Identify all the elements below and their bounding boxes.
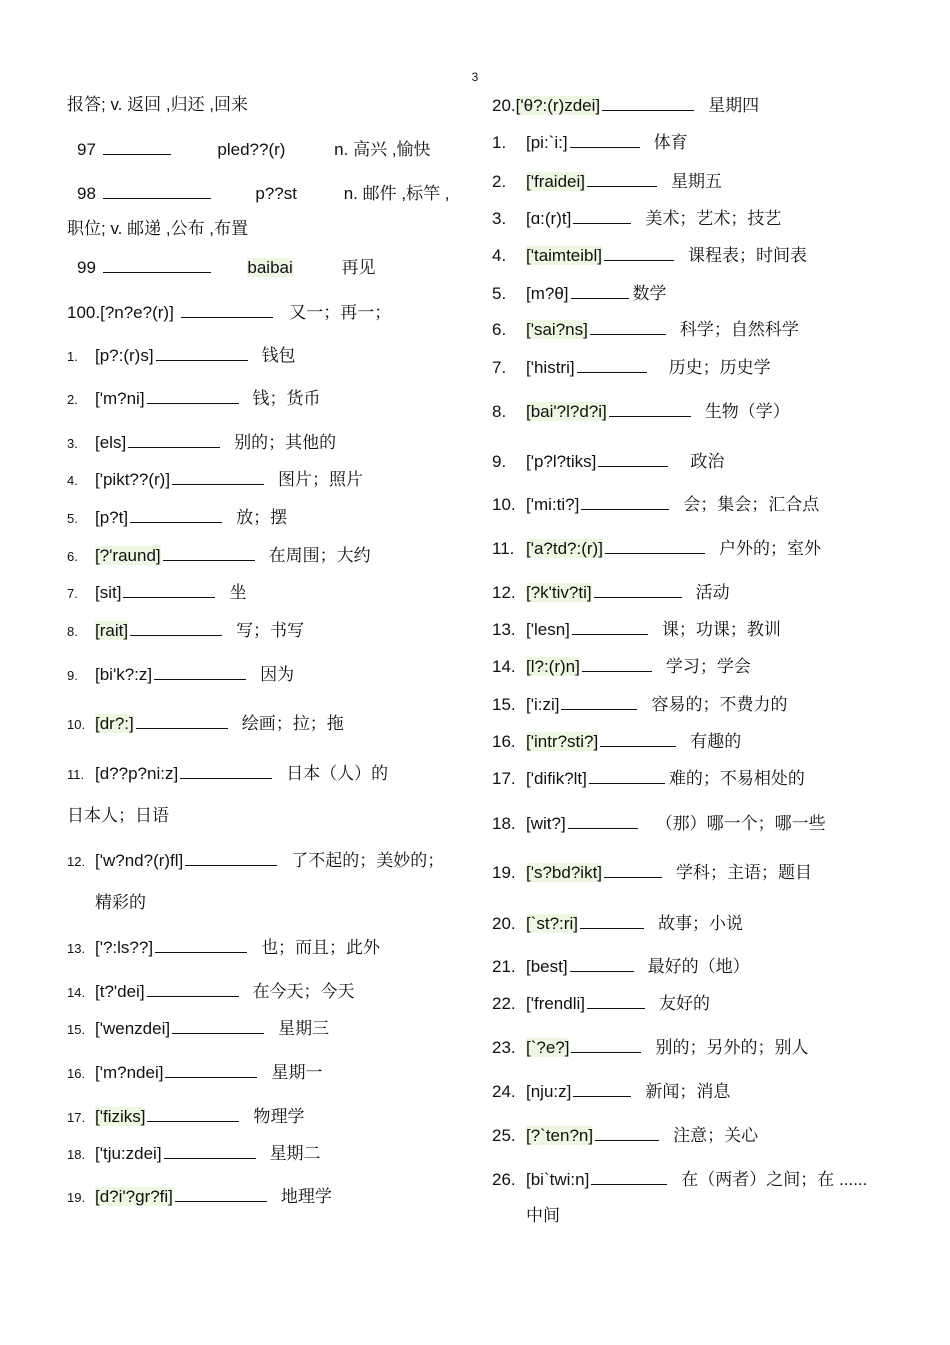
answer-blank[interactable]	[602, 96, 694, 111]
answer-blank[interactable]	[165, 1063, 257, 1078]
answer-blank[interactable]	[589, 769, 665, 784]
right-item-21: 21. [best] 最好的（地）	[492, 957, 750, 976]
right-item-14: 14. [l?:(r)n] 学习；学会	[492, 657, 751, 676]
answer-blank[interactable]	[572, 620, 648, 635]
answer-blank[interactable]	[180, 764, 272, 779]
answer-blank[interactable]	[154, 665, 246, 680]
answer-blank[interactable]	[103, 258, 211, 273]
left-item-2: 2. ['m?ni] 钱；货币	[67, 389, 321, 408]
answer-blank[interactable]	[147, 389, 239, 404]
answer-blank[interactable]	[605, 539, 705, 554]
right-item-2: 2. ['fraidei] 星期五	[492, 172, 722, 191]
answer-blank[interactable]	[147, 982, 239, 997]
answer-blank[interactable]	[181, 303, 273, 318]
left-item-6: 6. [?'raund] 在周围；大约	[67, 546, 371, 565]
right-item-26-cont: 中间	[526, 1206, 560, 1225]
right-item-7: 7. ['histri] 历史；历史学	[492, 358, 771, 377]
answer-blank[interactable]	[155, 938, 247, 953]
answer-blank[interactable]	[573, 1082, 631, 1097]
answer-blank[interactable]	[163, 546, 255, 561]
intro-line: 报答; v. 返回 ,归还 ,回来	[67, 95, 249, 114]
left-item-17: 17. ['fiziks] 物理学	[67, 1107, 305, 1126]
right-item-6: 6. ['sai?ns] 科学；自然科学	[492, 320, 799, 339]
right-item-8: 8. [bai'?l?d?i] 生物（学）	[492, 402, 790, 421]
left-item-12: 12. ['w?nd?(r)fl] 了不起的；美妙的；	[67, 851, 445, 870]
right-item-3: 3. [ɑ:(r)t] 美术；艺术；技艺	[492, 209, 782, 228]
answer-blank[interactable]	[571, 284, 629, 299]
entry-99: 99 baibai 再见	[77, 258, 376, 277]
entry-98: 98 p??st n. 邮件 ,标竿 ,	[77, 184, 450, 203]
answer-blank[interactable]	[172, 470, 264, 485]
answer-blank[interactable]	[571, 1038, 641, 1053]
right-item-16: 16. ['intr?sti?] 有趣的	[492, 732, 742, 751]
right-item-1: 1. [pi:`i:] 体育	[492, 133, 688, 152]
right-item-11: 11. ['a?td?:(r)] 户外的；室外	[492, 539, 821, 558]
left-item-19: 19. [d?i'?gr?fi] 地理学	[67, 1187, 332, 1206]
answer-blank[interactable]	[123, 583, 215, 598]
right-item-17: 17. ['difik?lt] 难的；不易相处的	[492, 769, 805, 788]
left-item-9: 9. [bi'k?:z] 因为	[67, 665, 295, 684]
left-item-16: 16. ['m?ndei] 星期一	[67, 1063, 323, 1082]
left-item-11-cont: 日本人；日语	[67, 806, 169, 825]
answer-blank[interactable]	[136, 714, 228, 729]
answer-blank[interactable]	[185, 851, 277, 866]
answer-blank[interactable]	[587, 994, 645, 1009]
left-item-4: 4. ['pikt??(r)] 图片；照片	[67, 470, 364, 489]
answer-blank[interactable]	[604, 246, 674, 261]
left-item-18: 18. ['tju:zdei] 星期二	[67, 1144, 321, 1163]
answer-blank[interactable]	[600, 732, 676, 747]
right-item-9: 9. ['p?l?tiks] 政治	[492, 452, 725, 471]
answer-blank[interactable]	[594, 583, 682, 598]
left-item-14: 14. [t?'dei] 在今天；今天	[67, 982, 355, 1001]
right-item-20: 20. [`st?:ri] 故事；小说	[492, 914, 743, 933]
left-item-7: 7. [sit] 坐	[67, 583, 247, 602]
left-item-8: 8. [rait] 写；书写	[67, 621, 305, 640]
right-item-10: 10. ['mi:ti?] 会；集会；汇合点	[492, 495, 820, 514]
entry-100: 100.[?n?e?(r)] 又一；再一；	[67, 303, 392, 322]
answer-blank[interactable]	[581, 495, 669, 510]
answer-blank[interactable]	[609, 402, 691, 417]
entry-98-cont: 职位; v. 邮递 ,公布 ,布置	[67, 219, 249, 238]
answer-blank[interactable]	[130, 621, 222, 636]
left-item-10: 10. [dr?:] 绘画；拉；拖	[67, 714, 344, 733]
answer-blank[interactable]	[595, 1126, 659, 1141]
right-item-22: 22. ['frendli] 友好的	[492, 994, 710, 1013]
answer-blank[interactable]	[573, 209, 631, 224]
answer-blank[interactable]	[604, 863, 662, 878]
right-item-23: 23. [`?e?] 别的；另外的；别人	[492, 1038, 809, 1057]
left-item-1: 1. [p?:(r)s] 钱包	[67, 346, 296, 365]
answer-blank[interactable]	[598, 452, 668, 467]
entry-20-top: 20.['θ?:(r)zdei] 星期四	[492, 96, 760, 115]
right-item-19: 19. ['s?bd?ikt] 学科；主语；题目	[492, 863, 813, 882]
answer-blank[interactable]	[582, 657, 652, 672]
left-item-3: 3. [els] 别的；其他的	[67, 433, 337, 452]
answer-blank[interactable]	[130, 508, 222, 523]
answer-blank[interactable]	[561, 695, 637, 710]
answer-blank[interactable]	[103, 184, 211, 199]
left-item-12-cont: 精彩的	[95, 893, 146, 912]
right-item-25: 25. [?`ten?n] 注意；关心	[492, 1126, 759, 1145]
answer-blank[interactable]	[577, 358, 647, 373]
answer-blank[interactable]	[164, 1144, 256, 1159]
right-item-26: 26. [bi`twi:n] 在（两者）之间；在 ......	[492, 1170, 868, 1189]
right-item-13: 13. ['lesn] 课；功课；教训	[492, 620, 781, 639]
answer-blank[interactable]	[147, 1107, 239, 1122]
right-item-15: 15. ['i:zi] 容易的；不费力的	[492, 695, 788, 714]
answer-blank[interactable]	[128, 433, 220, 448]
right-item-5: 5. [m?θ] 数学	[492, 284, 667, 303]
right-item-18: 18. [wit?] （那）哪一个；哪一些	[492, 814, 826, 833]
answer-blank[interactable]	[590, 320, 666, 335]
right-item-24: 24. [nju:z] 新闻；消息	[492, 1082, 731, 1101]
answer-blank[interactable]	[568, 814, 638, 829]
answer-blank[interactable]	[156, 346, 248, 361]
entry-97: 97 pled??(r) n. 高兴 ,愉快	[77, 140, 431, 159]
answer-blank[interactable]	[570, 133, 640, 148]
left-item-11: 11. [d??p?ni:z] 日本（人）的	[67, 764, 389, 783]
page-number: 3	[471, 70, 479, 84]
left-item-13: 13. ['?:ls??] 也；而且；此外	[67, 938, 381, 957]
answer-blank[interactable]	[103, 140, 171, 155]
answer-blank[interactable]	[580, 914, 644, 929]
answer-blank[interactable]	[570, 957, 634, 972]
left-item-15: 15. ['wenzdei] 星期三	[67, 1019, 330, 1038]
answer-blank[interactable]	[587, 172, 657, 187]
answer-blank[interactable]	[175, 1187, 267, 1202]
answer-blank[interactable]	[172, 1019, 264, 1034]
right-item-12: 12. [?k'tiv?ti] 活动	[492, 583, 730, 602]
answer-blank[interactable]	[591, 1170, 667, 1185]
left-item-5: 5. [p?t] 放；摆	[67, 508, 288, 527]
right-item-4: 4. ['taimteibl] 课程表；时间表	[492, 246, 807, 265]
